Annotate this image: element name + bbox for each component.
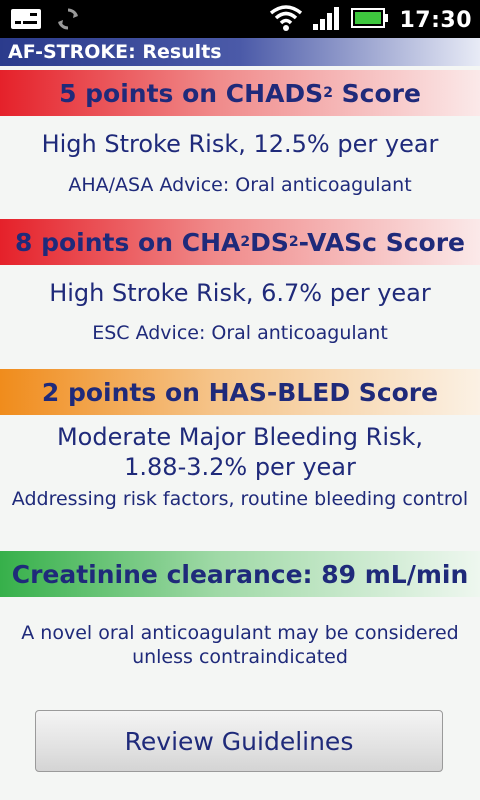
chads2-risk: High Stroke Risk, 12.5% per year — [41, 130, 439, 158]
chads2-advice: AHA/ASA Advice: Oral anticoagulant — [68, 174, 412, 196]
sync-icon — [56, 7, 80, 35]
signal-icon — [313, 5, 341, 35]
title-bar — [0, 38, 480, 66]
chads2-score-prefix: 5 points on CHADS — [59, 78, 324, 108]
vasc-advice: ESC Advice: Oral anticoagulant — [92, 322, 388, 344]
chads2-score-header: 5 points on CHADS 2 Score — [0, 70, 480, 116]
clock: 17:30 — [399, 7, 472, 33]
status-bar — [0, 0, 480, 38]
has-bled-risk-line2: 1.88-3.2% per year — [124, 453, 356, 481]
notification-icon — [10, 8, 42, 34]
wifi-icon — [269, 4, 303, 36]
has-bled-score-header — [0, 369, 480, 415]
vasc-score-suffix: -VASc Score — [298, 227, 465, 257]
chads2-score-suffix: Score — [332, 78, 421, 108]
vasc-score-prefix: 8 points on CHA — [14, 227, 241, 257]
noac-note-line2: unless contraindicated — [132, 646, 348, 668]
review-guidelines-button[interactable] — [35, 710, 443, 772]
noac-note-line1: A novel oral anticoagulant may be considered — [21, 622, 459, 644]
battery-icon — [351, 7, 389, 33]
has-bled-score: 2 points on HAS-BLED Score — [41, 377, 439, 407]
creatinine-clearance: Creatinine clearance: 89 mL/min — [11, 559, 469, 589]
app-title: AF-STROKE: Results — [8, 41, 222, 63]
vasc-risk: High Stroke Risk, 6.7% per year — [49, 279, 431, 307]
review-guidelines-label: Review Guidelines — [124, 726, 354, 756]
vasc-score-mid: DS — [250, 227, 289, 257]
has-bled-risk-line1: Moderate Major Bleeding Risk, — [56, 423, 424, 451]
has-bled-advice: Addressing risk factors, routine bleeding control — [11, 488, 469, 510]
creatinine-clearance-header — [0, 551, 480, 597]
cha2ds2-vasc-score-header: 8 points on CHA 2 DS 2 -VASc Score — [0, 219, 480, 265]
